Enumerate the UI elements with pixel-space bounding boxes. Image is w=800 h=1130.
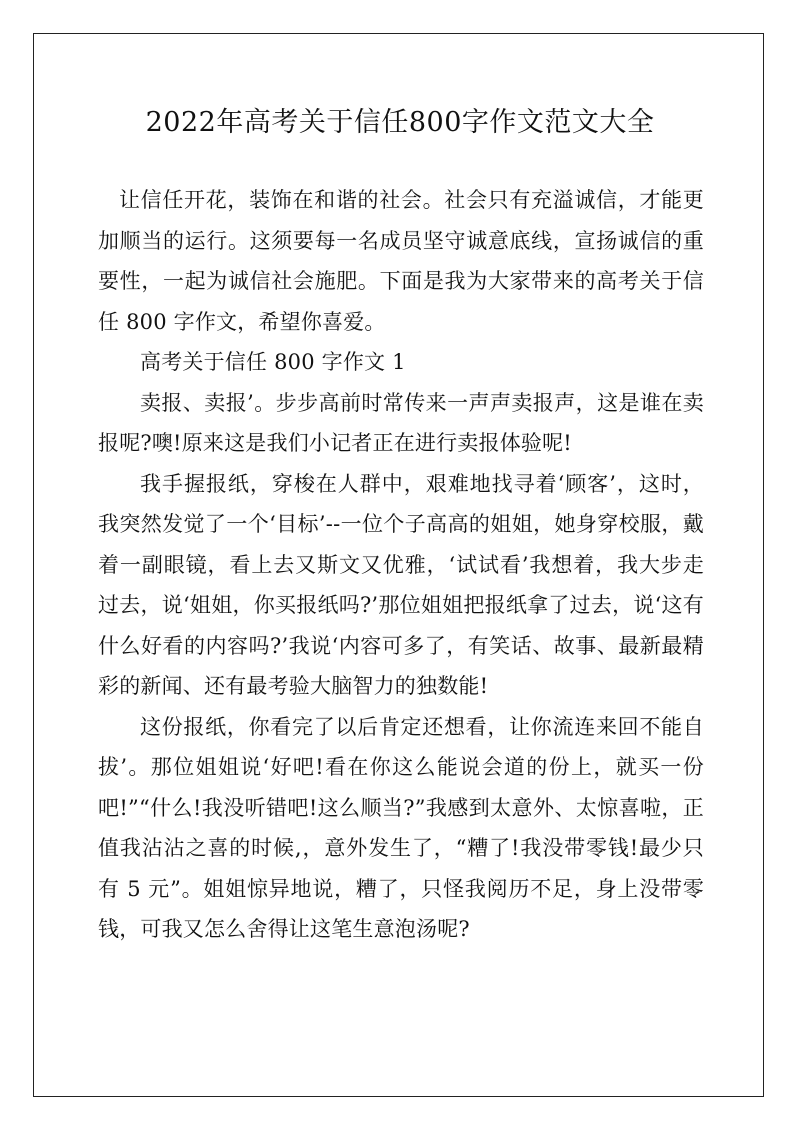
body-paragraph: 我手握报纸，穿梭在人群中，艰难地找寻着‘顾客’，这时，我突然发觉了一个‘目标’--一位个子高高的姐姐，她身穿校服，戴着一副眼镜，看上去又斯文又优雅，‘试试看’我想着，我大步走过去，说‘姐姐，你买报纸吗?’那位姐姐把报纸拿了过去，说‘这有什么好看的内容吗?’我说‘内容可多了，有笑话、故事、最新最精彩的新闻、还有最考验大脑智力的独数能!: [98, 471, 704, 698]
essay-heading: 高考关于信任 800 字作文 1: [140, 350, 406, 374]
intro-paragraph: 让信任开花，装饰在和谐的社会。社会只有充溢诚信，才能更加顺当的运行。这须要每一名成员坚守诚意底线，宣扬诚信的重要性，一起为诚信社会施肥。下面是我为大家带来的高考关于信任 800 字作文，希望你喜爱。: [98, 188, 704, 334]
document-body: [98, 180, 704, 950]
body-paragraph: 这份报纸，你看完了以后肯定还想看，让你流连来回不能自拔’。那位姐姐说‘好吧!看在你这么能说会道的份上，就买一份吧!”“什么!我没听错吧!这么顺当?”我感到太意外、太惊喜啦，正值我沾沾之喜的时候,，意外发生了，“糟了!我没带零钱!最少只有 5 元”。姐姐惊异地说，糟了，只怪我阅历不足，身上没带零钱，可我又怎么舍得让这笔生意泡汤呢?: [98, 714, 704, 941]
document-title: 2022年高考关于信任800字作文范文大全: [145, 107, 655, 138]
body-paragraph: 卖报、卖报’。步步高前时常传来一声声卖报声，这是谁在卖报呢?噢!原来这是我们小记者正在进行卖报体验呢!: [98, 390, 704, 455]
